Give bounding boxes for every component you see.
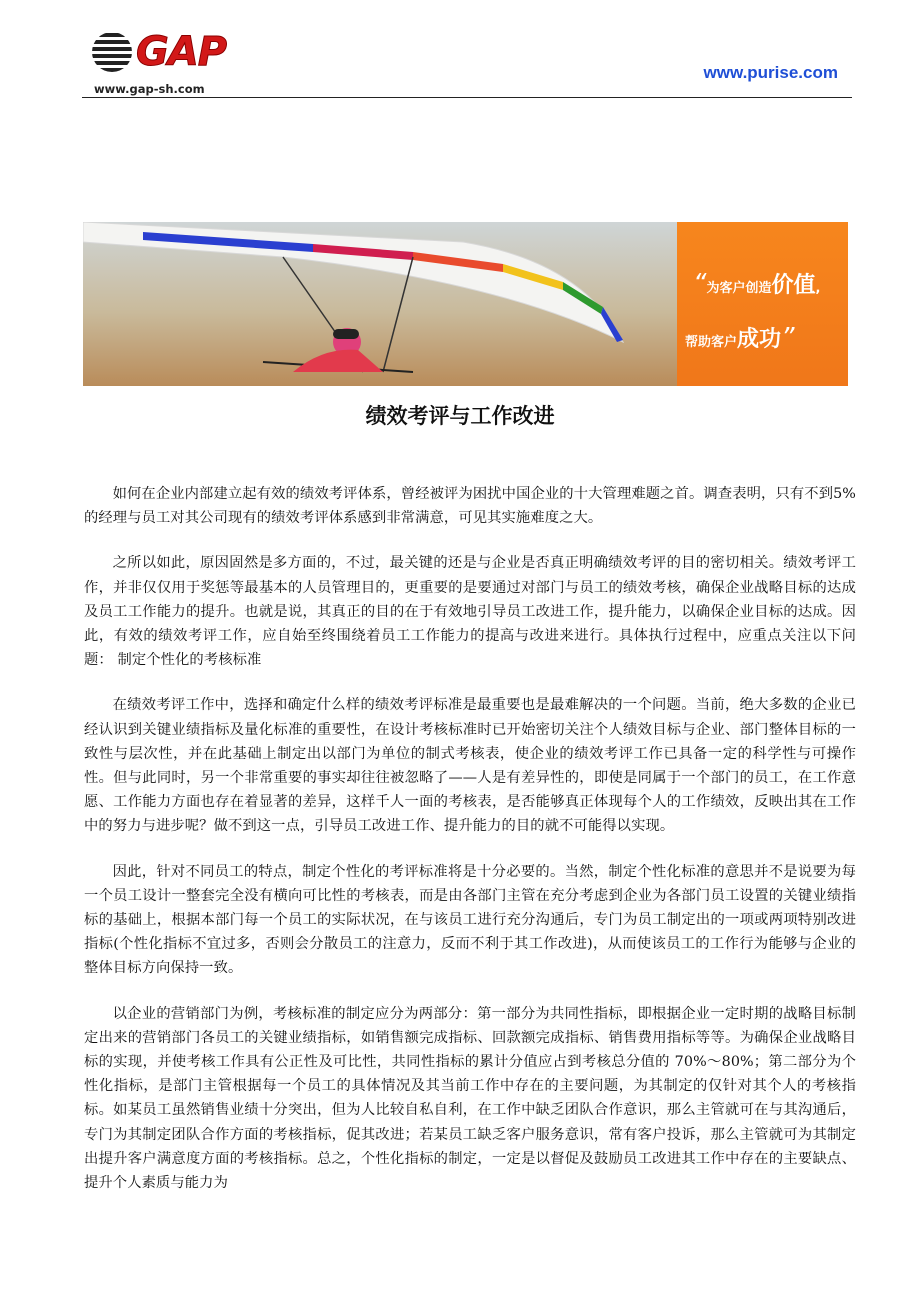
logo-url: www.gap-sh.com — [94, 82, 205, 96]
logo-text: GAP — [136, 29, 227, 75]
slogan-line-1: “为客户创造价值, — [693, 269, 821, 299]
gap-logo[interactable] — [92, 29, 252, 96]
paragraph: 如何在企业内部建立起有效的绩效考评体系，曾经被评为困扰中国企业的十大管理难题之首。调查表明，只有不到5%的经理与员工对其公司现有的绩效考评体系感到非常满意，可见其实施难度之大。 — [84, 486, 856, 527]
page-header — [82, 20, 852, 98]
paragraph: 之所以如此，原因固然是多方面的，不过，最关键的还是与企业是否真正明确绩效考评的目的密切相关。绩效考评工作，并非仅仅用于奖惩等最基本的人员管理目的，更重要的是要通过对部门与员工的绩效考核，确保企业战略目标的达成及员工工作能力的提升。也就是说，其真正的目的在于有效地引导员工改进工作，提升能力，以确保企业目标的达成。因此，有效的绩效考评工作，应自始至终围绕着员工工作能力的提高与改进来进行。具体执行过程中，应重点关注以下问题： 制定个性化的考核标准 — [84, 555, 856, 669]
paragraph: 以企业的营销部门为例，考核标准的制定应分为两部分：第一部分为共同性指标，即根据企业一定时期的战略目标制定出来的营销部门各员工的关键业绩指标，如销售额完成指标、回款额完成指标、销售费用指标等等。为确保企业战略目标的实现，并使考核工作具有公正性及可比性，共同性指标的累计分值应占到考核总分值的 70%～80%；第二部分为个性化指标，是部门主管根据每一个员工的具体情况及其当前工作中存在的主要问题，为其制定的仅针对其个人的考核指标。如某员工虽然销售业绩十分突出，但为人比较自私自利，在工作中缺乏团队合作意识，那么主管就可在与其沟通后，专门为其制定团队合作方面的考核指标，促其改进；若某员工缺乏客户服务意识，常有客户投诉，那么主管就可为其制定出提升客户满意度方面的考核指标。总之，个性化指标的制定，一定是以督促及鼓励员工改进其工作中存在的主要缺点、提升个人素质与能力为 — [84, 1005, 856, 1192]
slogan-line-2: 帮助客户成功” — [685, 323, 795, 353]
banner — [83, 222, 848, 386]
globe-icon — [92, 32, 132, 72]
site-url-link[interactable]: www.purise.com — [703, 63, 838, 82]
paragraph: 因此，针对不同员工的特点，制定个性化的考评标准将是十分必要的。当然，制定个性化标准的意思并不是说要为每一个员工设计一整套完全没有横向可比性的考核表，而是由各部门主管在充分考虑到企业为各部门员工设置的关键业绩指标的基础上，根据本部门每一个员工的实际状况，在与该员工进行充分沟通后，专门为员工制定出的一项或两项特别改进指标(个性化指标不宜过多，否则会分散员工的注意力，反而不利于其工作改进)，从而使该员工的工作行为能够与企业的整体目标方向保持一致。 — [84, 863, 856, 977]
hang-glider-illustration — [83, 222, 677, 386]
slogan-panel — [677, 222, 848, 386]
document-body — [84, 482, 856, 1216]
header-divider — [82, 97, 852, 98]
hang-glider-photo — [83, 222, 677, 386]
document-title: 绩效考评与工作改进 — [365, 403, 555, 428]
paragraph: 在绩效考评工作中，选择和确定什么样的绩效考评标准是最重要也是最难解决的一个问题。当前，绝大多数的企业已经认识到关键业绩指标及量化标准的重要性，在设计考核标准时已开始密切关注个人绩效目标与企业、部门整体目标的一致性与层次性，并在此基础上制定出以部门为单位的制式考核表，使企业的绩效考评工作已具备一定的科学性与可操作性。但与此同时，另一个非常重要的事实却往往被忽略了——人是有差异性的，即使是同属于一个部门的员工，在工作意愿、工作能力方面也存在着显著的差异，这样千人一面的考核表，是否能够真正体现每个人的工作绩效，反映出其在工作中的努力与进步呢？做不到这一点，引导员工改进工作、提升能力的目的就不可能得以实现。 — [84, 697, 856, 835]
